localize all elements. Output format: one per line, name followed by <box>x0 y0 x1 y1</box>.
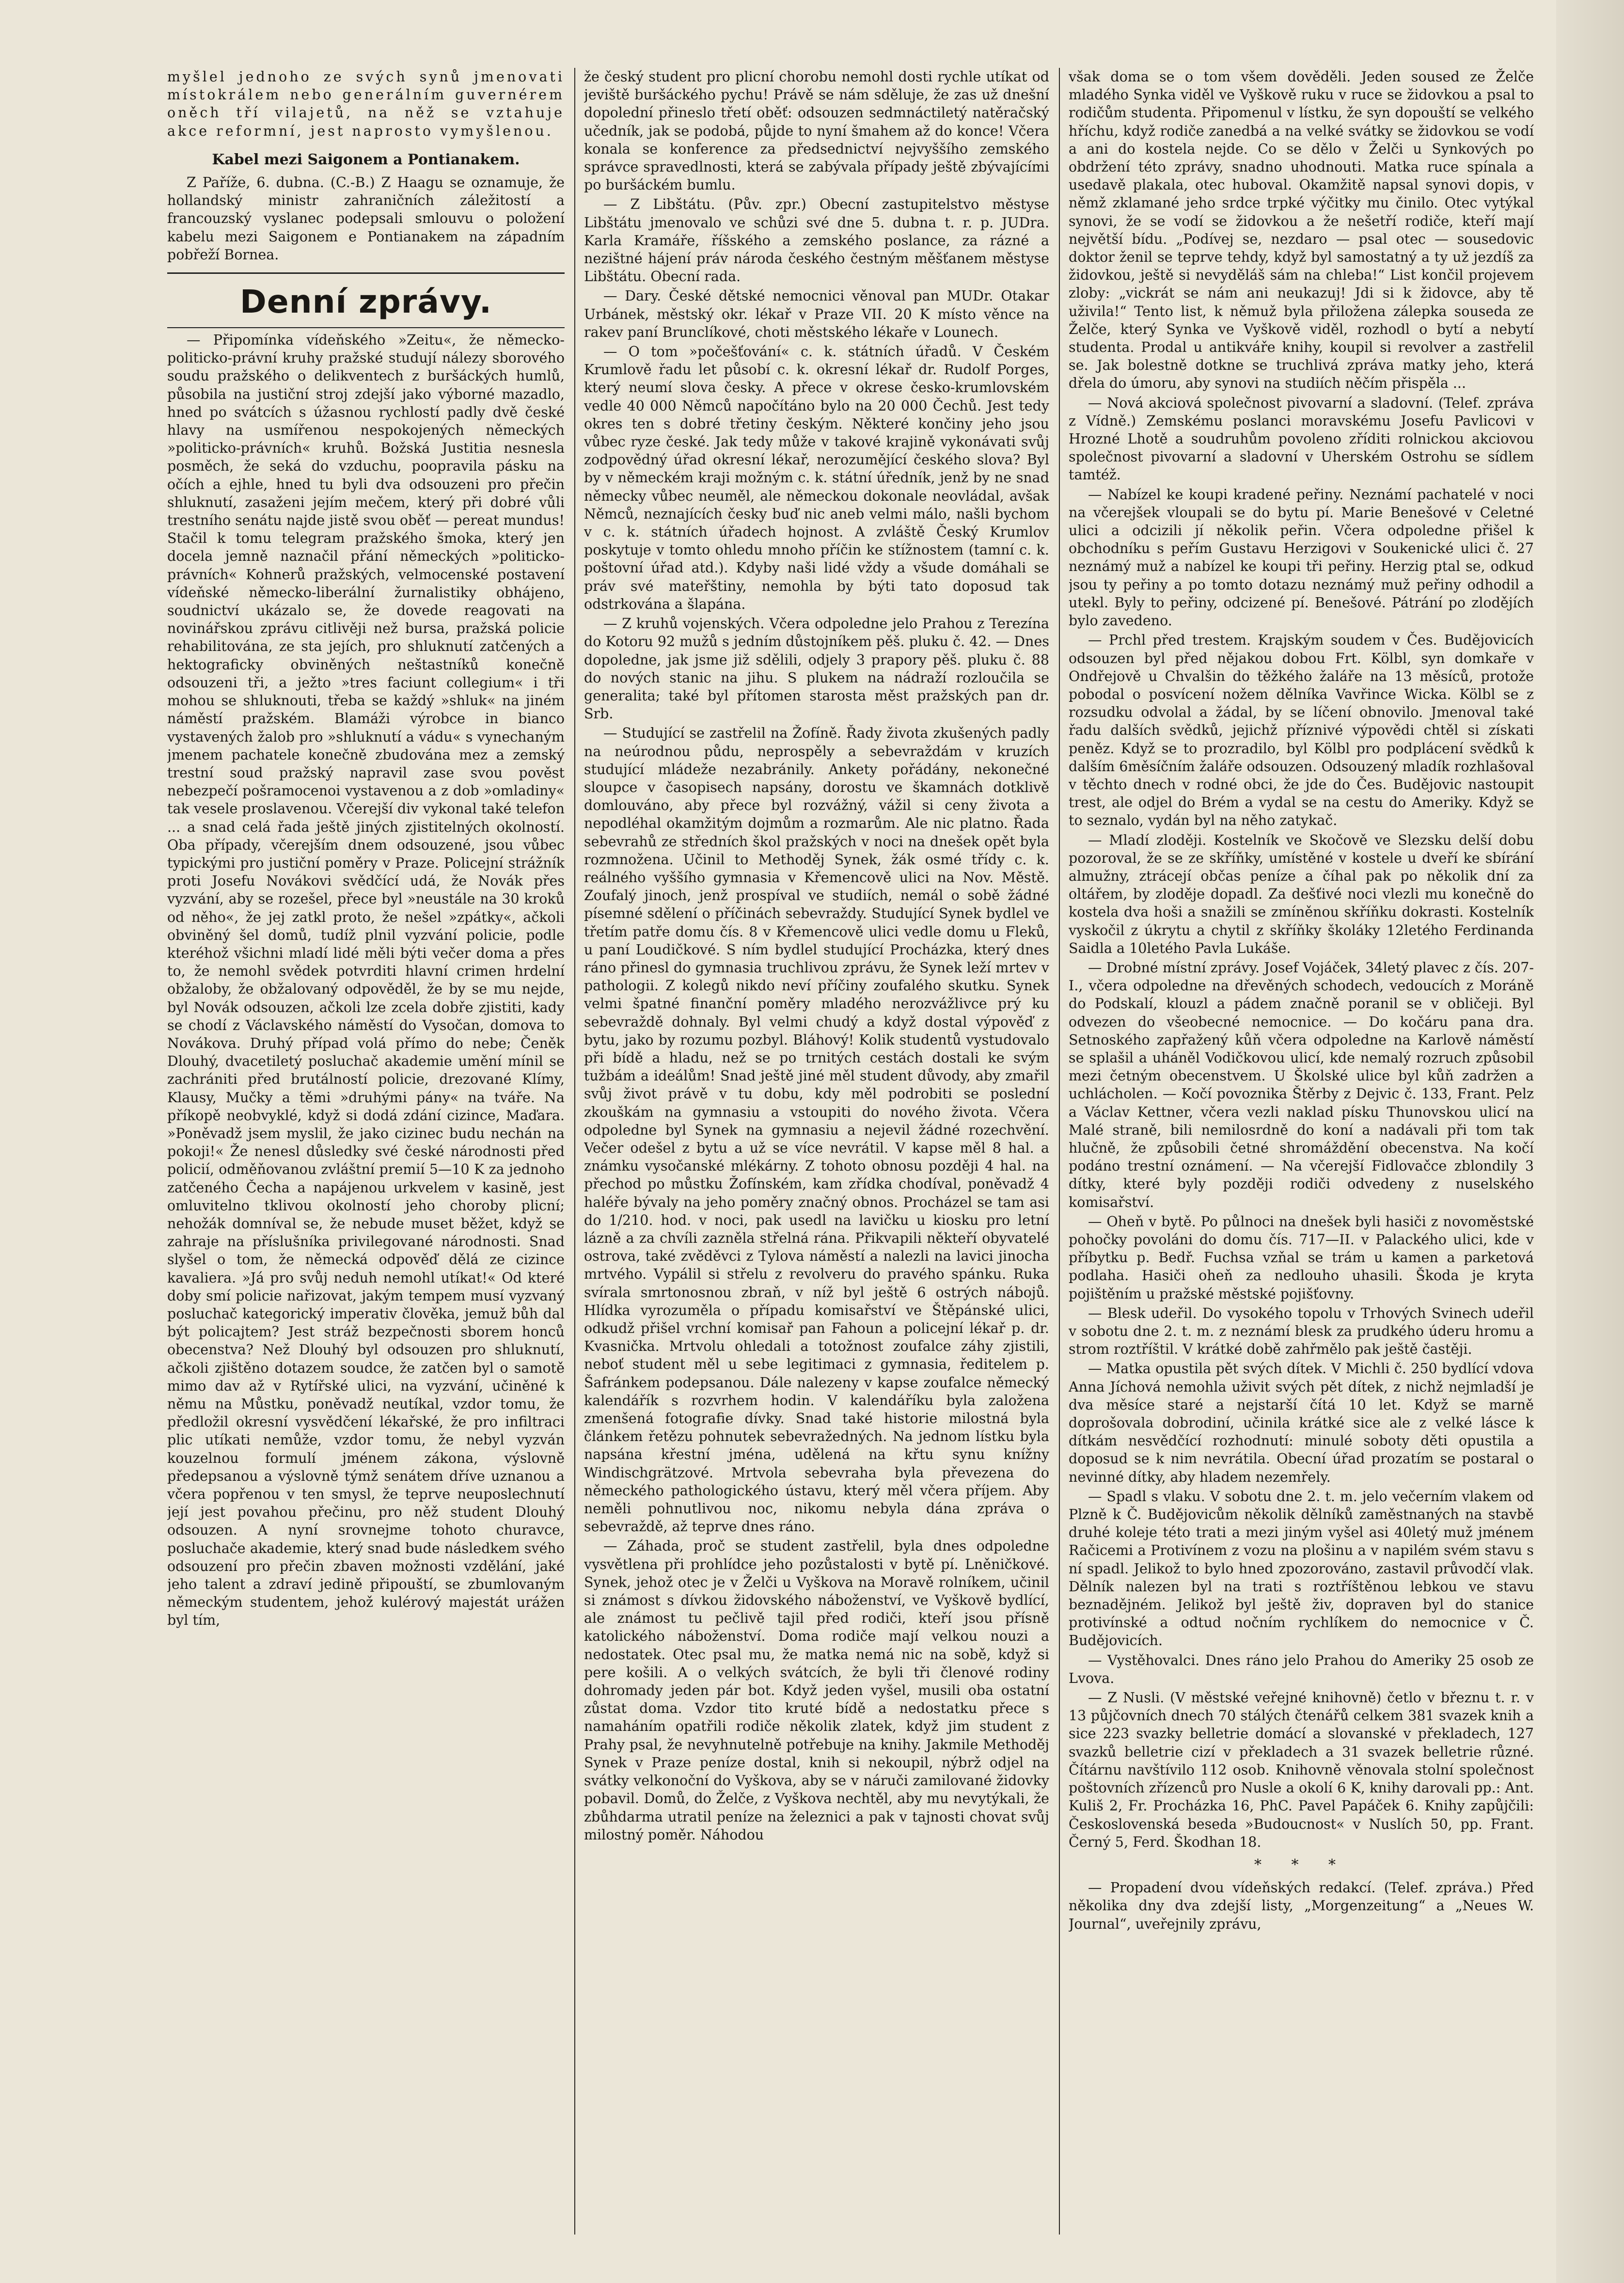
article-paragraph: — Prchl před trestem. Krajským soudem v Čes. Budějovicích odsouzen byl před nějakou dobou Frt. Kölbl, syn domkaře v Ondřejově u Chvalšin do těžkého žaláře na 13 měsíců, protože pobodal o posvícení nožem dělníka Vavřince Wicka. Kölbl se z rozsudku odvolal a žádal, by se líčení obnovilo. Jmenoval také řadu dalších svědků, jejichž příznivé výpovědi chtěl si získati peněz. Když se to prozradilo, byl Kölbl pro podplácení svědků k dalším 6měsíčním žaláře odsouzen. Odsouzený mladík rozhlašoval v těchto dnech v rodné obci, že jde do Čes. Budějovic nastoupit trest, ale odjel do Brém a vydal se na cestu do Ameriky. Když se to seznalo, vydán byl na něho zatykač. <box>1069 632 1534 829</box>
section-title: Denní zprávy. <box>240 283 492 321</box>
column-3 <box>1069 68 1534 2239</box>
article-paragraph: — Nabízel ke koupi kradené peřiny. Neznámí pachatelé v noci na včerejšek vloupali se do bytu pí. Marie Benešové v Celetné ulici a odcizili jí několik peřin. Včera odpoledne přišel k obchodníku s peřím Gustavu Herzigovi v Soukenické ulici č. 27 neznámý muž a nabízel ke koupi tři peřiny. Herzig ptal se, odkud jsou ty peřiny a po tomto dotazu neznámý muž peřiny odhodil a utekl. Byly to peřiny, odcizené pí. Benešové. Pátrání po zlodějích bylo zavedeno. <box>1069 486 1534 629</box>
article-paragraph: — Z Libštátu. (Pův. zpr.) Obecní zastupitelstvo městyse Libštátu jmenovalo ve schůzi své dne 5. dubna t. r. p. JUDra. Karla Kramáře, říšského a zemského poslance, za rázné a nezištné hájení práv národa českého čestným měšťanem městyse Libštátu. Obecní rada. <box>584 196 1049 285</box>
article-paragraph: — Nová akciová společnost pivovarní a sladovní. (Telef. zpráva z Vídně.) Zemskému poslanci moravskému Josefu Pavlicovi v Hrozné Lhotě a soudruhům povoleno zříditi rolnickou akciovou společnost pivovarní a sladovní v Uherském Ostrohu se sídlem tamtéž. <box>1069 395 1534 483</box>
title-divider <box>167 327 565 328</box>
article-paragraph: — Mladí zloději. Kostelník ve Skočově ve Slezsku delší dobu pozoroval, že se ze skříňky, umístěné v kostele u dveří ke sbírání almužny, ztrácejí občas peníze a číhal pak po několik dní za oltářem, by zloděje dopadl. Za dešťivé noci vlezli mu konečně do kostela dva hoši a snažili se zmíněnou skříňku dokrasti. Kostelník vyskočil z úkrytu a chytil z skříňky školáky 12letého Ferdinanda Saidla a 10letého Pavla Lukáše. <box>1069 832 1534 956</box>
article-paragraph: — Dary. České dětské nemocnici věnoval pan MUDr. Otakar Urbánek, městský okr. lékař v Praze VII. 20 K místo věnce na rakev paní Brunclíkové, choti městského lékaře v Lounech. <box>584 288 1049 340</box>
column-1 <box>167 68 565 2239</box>
column-rule <box>1059 68 1060 2235</box>
article-paragraph: že český student pro plicní chorobu nemohl dosti rychle utíkat od jeviště buršáckého pychu! Právě se nám sděluje, že zas už dnešní dopolední přineslo třetí oběť: odsouzen sedmnáctiletý natěračský učedník, jak se podobá, půjde to nyní šmahem až do konce! Včera konala se konference za předsednictví nejvyššího zemského správce spravedlnosti, která se zabývala případy ještě zbývajícími po buršáckém bumlu. <box>584 69 1049 193</box>
section-stars: * * * <box>1254 1856 1349 1873</box>
article-paragraph: — Drobné místní zprávy. Josef Vojáček, 34letý plavec z čís. 207-I., včera odpoledne na dřevěných schodech, vedoucích z Moráně do Podskalí, klouzl a pádem značně poranil se v obličeji. Byl odvezen do všeobecné nemocnice. — Do kočáru pana dra. Setnoského zapřažený kůň včera odpoledne na Karlově náměstí se splašil a uháněl Vodičkovou ulicí, kde nemalý rozruch způsobil mezi četným obecenstvem. U Školské ulice byl kůň zadržen a uchlácholen. — Kočí povoznika Štěrby z Dejvic č. 133, Frant. Pelz a Václav Kettner, včera vezli naklad písku Thunovskou ulicí na Malé straně, bili nemilosrdně do koní a nadávali při tom tak hlučně, že způsobili četné shromáždění obecenstva. Na kočí podáno trestní oznámení. — Na včerejší Fidlovačce zblondily 3 dítky, které byly později rodiči odvedeny z nuselského komisařství. <box>1069 959 1534 1210</box>
cable-headline: Kabel mezi Saigonem a Pontianakem. <box>212 151 520 168</box>
article-paragraph: — Matka opustila pět svých dítek. V Michli č. 250 bydlící vdova Anna Jíchová nemohla uživit svých pět dítek, z nichž nejmladší je dva měsíce staré a nejstarší čítá 10 let. Když se marně doprošovala dobrodiní, učinila krátké sice ale z velké lásce k dítkám nesvědčící rozhodnutí: minulé soboty děti opustila a doposud se k nim nevrátila. Obecní úřad prozatím se postaral o nevinné dítky, aby hladem nezemřely. <box>1069 1361 1534 1485</box>
column-2 <box>584 68 1049 2239</box>
intro-paragraph: myšlel jednoho ze svých synů jmenovati místokrálem nebo generálním guvernérem oněch tří vilajetů, na něž se vztahuje akce reformní, jest naprosto vymyšlenou. <box>167 69 565 139</box>
article-paragraph: — Připomínka vídeňského »Zeitu«, že německo-politicko-právní kruhy pražské studují nálezy sborového soudu pražského o delikventech z buršáckých humlů, působila na justiční stroj zdejší jako výborné mazadlo, hned po svátcích s úžasnou rychlostí padly dvě české hlavy na usmířenou nespokojených německých »politicko-právních« kruhů. Božská Justitia nesnesla posměch, že seká do vzduchu, poopravila pásku na očích a ejhle, hned tu byli dva odsouzeni pro přečin shluknutí, zasaženi jejím mečem, který při dobré vůli trestního senátu najde jistě svou oběť — pereat mundus! Stačil k tomu telegram pražského šmoka, který jen docela jemně naznačil přání německých »politicko-právních« Kohnerů pražských, velmocenské postavení vídeňské německo-liberální žurnalistiky obhájeno, soudnictví ukázalo se, že dovede reagovati na novinářskou zprávu citlivěji než bursa, pražská policie rehabilitována, ze sta jejích, pro shluknutí zatčených a hektograficky obviněných neštastníků konečně odsouzeni tři, a ježto »tres faciunt collegium« i tři mohou se shluknouti, třeba se každý »shluk« na jiném náměstí pražském. Blamáži výrobce in bianco vystavených žalob pro »shluknutí a vádu« s vynechaným jmenem pachatele konečně zbudována mez a zemský trestní soud pražský napravil zase svou pověst nebezpečí pošramocenoi vystavenou a z dob »omladiny« tak vesele proslavenou. Včerejší div vykonal také telefon ... a snad celá řada ještě jiných zjistitelných okolností. Oba případy, včerejším dnem odsouzené, jsou vůbec typickými pro justiční poměry v Praze. Policejní strážník proti Josefu Novákovi svědčící udá, že Novák přes vyzvání, aby se rozešel, přece byl »neustále na 30 kroků od něho«, že jej zatkl proto, že nešel »zpátky«, ačkoli obviněný šel domů, tudíž plnil vyzvání policie, podle kteréhož všichni mladí lidé měli býti večer doma a přes to, že nemohl svědek potvrditi hlavní crimen hrdelní obžaloby, že obžalovaný odpověděl, že by se mu nejde, byl Novák odsouzen, ačkoli lze zcela dobře zjistiti, kady se chodí z Václavského náměstí do Vysočan, domova to Novákova. Druhý případ volá přímo do nebe; Čeněk Dlouhý, dvacetiletý posluchač akademie umění mínil se zachrániti před brutálností policie, drezované Klímy, Klausy, Mučky a těmi »druhými pány« na tváře. Na příkopě neobvyklé, když si dodá zdání cizince, Maďara. »Poněvadž jsem myslil, že jako cizinec budu nechán na pokoji!« Že nenesl důsledky své české národnosti před policií, odměňovanou zvláštní premií 5—10 K za jednoho zatčeného Čecha a napájenou urkvelem v kasině, jest omluvitelno tklivou okolností jeho choroby plicní; nehožák domníval se, že nebude muset běžet, když se zahraje na příslušníka privilegované národnosti. Snad slyšel o tom, že německá odpověď dělá ze cizince kavaliera. »Já pro svůj neduh nemohl utíkat!« Od které doby smí policie nařizovat, jakým tempem musí vyzvaný posluchač kategorický imperativ člověka, jemuž bůh dal být policajtem? Jest stráž bezpečnosti sborem honců obecenstva? Než Dlouhý byl odsouzen pro shluknutí, ačkoli zjištěno dotazem soudce, že zatčen byl o samotě mimo dav až v Rytířské ulici, na vyzvání, učiněné k němu na Můstku, poněvadž neutíkal, vzdor tomu, že předložil okresní vysvědčení lékařské, že pro infiltraci plic utíkati nemůže, vzdor tomu, že nebyl vyzván kouzelnou formulí jménem zákona, výslovně předepsanou a výslovně týmž senátem dříve uznanou a včera popřenou v ten smysl, že teprve neuposlechnutí její jest povahou přečinu, pro něž student Dlouhý odsouzen. A nyní srovnejme tohoto churavce, posluchače akademie, který snad bude následkem svého odsouzení pro přečin zbaven možnosti vzdělání, jaké jeho talent a zdraví jedině připouští, se zbumlovaným německým studentem, jehož kulérový majestát urážen byl tím, <box>167 332 565 1629</box>
article-paragraph: — Záhada, proč se student zastřelil, byla dnes odpoledne vysvětlena při prohlídce jeho pozůstalosti v bytě pí. Lněničkové. Synek, jehož otec je v Želči u Vyškova na Moravě rolníkem, učinil si známost s dívkou židovského náboženství, ve Vyškově bydlící, ale známost tu pečlivě tajil před rodiči, kteří jsou přísně katolického náboženství. Doma rodiče mají velkou nouzi a nedostatek. Otec psal mu, že matka nemá nic na sobě, když si pere košili. A o velkých svátcích, že byli tři členové rodiny dohromady jeden pár bot. Když jeden vyšel, musili oba ostatní zůstat doma. Vzdor tito kruté bídě a nedostatku přece s namaháním opatřili rodiče několik zlatek, když jim student z Prahy psal, že nevyhnutelně potřebuje na knihy. Jakmile Methoděj Synek v Praze peníze dostal, knih si nekoupil, nýbrž odjel na svátky velkonoční do Vyškova, aby se v náruči zamilované židovky pobavil. Domů, do Želče, z Vyškova nechtěl, aby mu nevytýkali, že zbůhdarma utratil peníze na železnici a pak v tajnosti chovat svůj milostný poměr. Náhodou <box>584 1538 1049 1843</box>
article-paragraph: však doma se o tom všem dověděli. Jeden soused ze Želče mladého Synka viděl ve Vyškově ruku v ruce se židovkou a psal to rodičům studenta. Připomenul v lístku, že syn dopouští se velkého hříchu, když rodiče zanedbá a na velké svátky se židovkou se vodí a ani do kostela nejde. Co se dělo v Želči u Synkových po obdržení této zprávy, snadno uhodnouti. Matka ruce spínala a usedavě plakala, otec huboval. Okamžitě napsal synovi dopis, v němž zklamané jeho srdce trpké výčitky mu činilo. Otec vytýkal synovi, že se vodí se židovkou a že nešetří rodiče, kteří mají největší bídu. „Podívej se, nezdaro — psal otec — sousedovic doktor ženil se teprve tehdy, když byl samostatný a ty už jezdíš za židovkou, ještě si nevyděláš sám na chleba!“ List končil projevem zloby: „vickrát se nám ani neukazuj! Jdi si k židovce, aby tě uživila!“ Tento list, k němuž byla přiložena zálepka souseda ze Želče, který Synka ve Vyškově viděl, rozhodl o bytí a nebytí studenta. Prodal u antikváře knihy, koupil si revolver a zastřelil se. Jak bolestně dotkne se truchlivá zpráva matky jeho, která dřela do úmoru, aby synovi na studiích něčím přispěla ... <box>1069 69 1534 392</box>
article-paragraph: — Propadení dvou vídeňských redakcí. (Telef. zpráva.) Před několika dny dva zdejší listy, „Morgenzeitung“ a „Neues W. Journal“, uveřejnily zprávu, <box>1069 1880 1534 1932</box>
section-divider <box>167 272 565 274</box>
article-paragraph: — Oheň v bytě. Po půlnoci na dnešek byli hasiči z novoměstské pohočky povoláni do domu čís. 717—II. v Palackého ulici, kde v příbytku p. Bedř. Fuchsa vzňal se trám u kamen a parketová podlaha. Hasiči oheň za nedlouho uhasili. Škoda je kryta pojištěním u pražské městské pojišťovny. <box>1069 1213 1534 1302</box>
cable-paragraph: Z Paříže, 6. dubna. (C.-B.) Z Haagu se oznamuje, že hollandský ministr zahraničních záležitostí a francouzský vyslanec podepsali smlouvu o položení kabelu mezi Saigonem e Pontianakem na západním pobřeží Bornea. <box>167 174 565 263</box>
article-paragraph: — Studující se zastřelil na Žofíně. Řady života zkušených padly na neúrodnou půdu, neprospěly a sebevraždám v kruzích studující mládeže nezabránily. Ankety pořádány, nekonečné sloupce v časopisech napsány, dorostu ve škamnách dotklivě domlouváno, aby přece byl rozvážný, vážil si ceny života a nepodléhal okamžitým dojmům a rozmarům. Ale nic platno. Řada sebevrahů ze středních škol pražských v noci na dnešek opět byla rozmnožena. Učinil to Methoděj Synek, žák osmé třídy c. k. reálného vyššího gymnasia v Křemencově ulici na Nov. Městě. Zoufalý jinoch, jenž prospíval ve studiích, nemál o sobě žádné písemné sdělení o příčinách sebevraždy. Studující Synek bydlel ve třetím patře domu čís. 8 v Křemencově ulici vedle domu u Fleků, u paní Loudičkové. S ním bydlel studující Procházka, který dnes ráno přinesl do gymnasia truchlivou zprávu, že Synek leží mrtev v pathologii. Z kolegů nikdo neví příčiny zoufalého skutku. Synek velmi špatné finanční poměry mladého nerozvážlivce prý ku sebevraždě dohnaly. Byl velmi chudý a když dostal výpověď z bytu, jako by rozumu pozbyl. Bláhový! Kolik studentů vystudovalo při bídě a hladu, než se po trnitých cestách dostali ke svým tužbám a ideálům! Snad ještě jiné měl student důvody, aby zmařil svůj život právě v tu dobu, kdy měl podrobiti se poslední zkouškám na gymnasiu a vstoupiti do nového života. Včera odpoledne byl Synek na gymnasiu a nejevil žádné rozechvění. Večer odešel z bytu a už se více nevrátil. V kapse měl 8 hal. a známku vysočanské mlékárny. Z tohoto obnosu později 4 hal. na přechod po můstku Žofínském, kam zřídka chodíval, poněvadž 4 haléře bývaly na jeho poměry značný obnos. Procházel se tam asi do 1/210. hod. v noci, pak usedl na lavičku u kiosku pro letní lázně a za chvíli zazněla střelná rána. Přikvapili někteří obyvatelé ostrova, také zvěděvci z Tylova náměstí a nalezli na lavici jinocha mrtvého. Vypálil si střelu z revolveru do pravého spánku. Ruka svírala smrtonosnou zbraň, v níž byl ještě 6 ostrých nábojů. Hlídka vyrozuměla o případu komisařství ve Štěpánské ulici, odkudž přišel vrchní komisař pan Fahoun a policejní lékař p. dr. Kvasnička. Mrtvolu ohledali a totožnost zoufalce záhy zjistili, neboť student měl u sebe legitimaci z gymnasia, ředitelem p. Šafránkem podepsanou. Dále nalezeny v kapse zoufalce německý kalendářík s rozvrhem hodin. V kalendáříku byla založena zmenšená fotografie dívky. Snad také historie milostná byla článkem řetězu pohnutek sebevražedných. Na jednom lístku byla napsána křestní jména, udělená na křtu synu knížny Windischgrätzové. Mrtvola sebevraha byla převezena do německého pathologického ústavu, který měl včera příjem. Aby neměli pohnutlivou noc, nikomu nebyla dána zpráva o sebevraždě, až teprve dnes ráno. <box>584 725 1049 1535</box>
article-paragraph: — Vystěhovalci. Dnes ráno jelo Prahou do Ameriky 25 osob ze Lvova. <box>1069 1652 1534 1686</box>
article-paragraph: — Z Nusli. (V městské veřejné knihovně) četlo v březnu t. r. v 13 půjčovních dnech 70 stálých čtenářů celkem 381 svazek knih a sice 223 svazky belletrie domácí a slovanské v překladech, 127 svazků belletrie cizí v překladech a 31 svazek belletrie různé. Čítárnu navštívilo 112 osob. Knihovně věnovala stolní společnost poštovních zřízenců pro Nusle a okolí 6 K, knihy darovali pp.: Ant. Kuliš 2, Fr. Procházka 16, PhC. Pavel Papáček 6. Knihy zapůjčili: Československá beseda »Budoucnost« v Nuslích 50, pp. Frant. Černý 5, Ferd. Škodhan 18. <box>1069 1690 1534 1850</box>
article-paragraph: — Spadl s vlaku. V sobotu dne 2. t. m. jelo večerním vlakem od Plzně k Č. Budějovicům několik dělníků zaměstnaných na stavbě druhé koleje této trati a mezi jiným vyšel asi 40letý muž jménem Račicemi a Protivínem z vozu na plošinu a v napilém svém stavu s ní spadl. Jelikož to bylo hned zpozorováno, zastavil průvodčí vlak. Dělník nalezen byl na trati s roztříštěnou lebkou ve stavu beznadějném. Jelikož byl ještě živ, dopraven byl do stanice protivínské a odtud nočním rychlíkem do nemocnice v Č. Budějovicích. <box>1069 1488 1534 1649</box>
article-paragraph: — O tom »počešťování« c. k. státních úřadů. V Českém Krumlově řadu let působí c. k. okresní lékař dr. Rudolf Porges, který neumí slova česky. A přece v okrese česko-krumlovském vedle 40 000 Němců napočítáno bylo na 20 000 Čechů. Jest tedy okres ten s dobré třetiny českým. Některé končiny jeho jsou vůbec ryze české. Jak tedy může v takové krajině vykonávati svůj zodpovědný úřad okresní lékař, nerozumějící českého slova? Byl by v německém kraji možným c. k. státní úředník, jenž by ne snad německy vůbec neuměl, ale německou dokonale neovládal, avšak Němců, neznajících česky buď nic aneb velmi málo, našli bychom v c. k. státních úřadech hojnost. A zvláště Český Krumlov poskytuje v tomto ohledu mnoho příčin ke stížnostem (tamní c. k. poštovní úřad atd.). Kdyby naši lidé vždy a všude domáhali se práv své mateřštiny, nemohla by býti tato doposud tak odstrkována a šlapána. <box>584 344 1049 612</box>
column-rule <box>574 68 575 2235</box>
page-edge-shadow <box>1556 0 1624 2283</box>
article-paragraph: — Blesk udeřil. Do vysokého topolu v Trhových Svinech udeřil v sobotu dne 2. t. m. z neznámí blesk za prudkého úderu hromu a strom roztříštil. V krátké době zahřmělo pak ještě častěji. <box>1069 1305 1534 1358</box>
article-paragraph: — Z kruhů vojenských. Včera odpoledne jelo Prahou z Terezína do Kotoru 92 mužů s jedním důstojníkem pěš. pluku č. 42. — Dnes dopoledne, jak jsme již sdělili, odjely 3 prapory pěš. pluku č. 88 do nových stanic na jihu. S plukem na nádraží rozloučila se generalita; také byl přítomen starosta měst pražských pan dr. Srb. <box>584 616 1049 722</box>
